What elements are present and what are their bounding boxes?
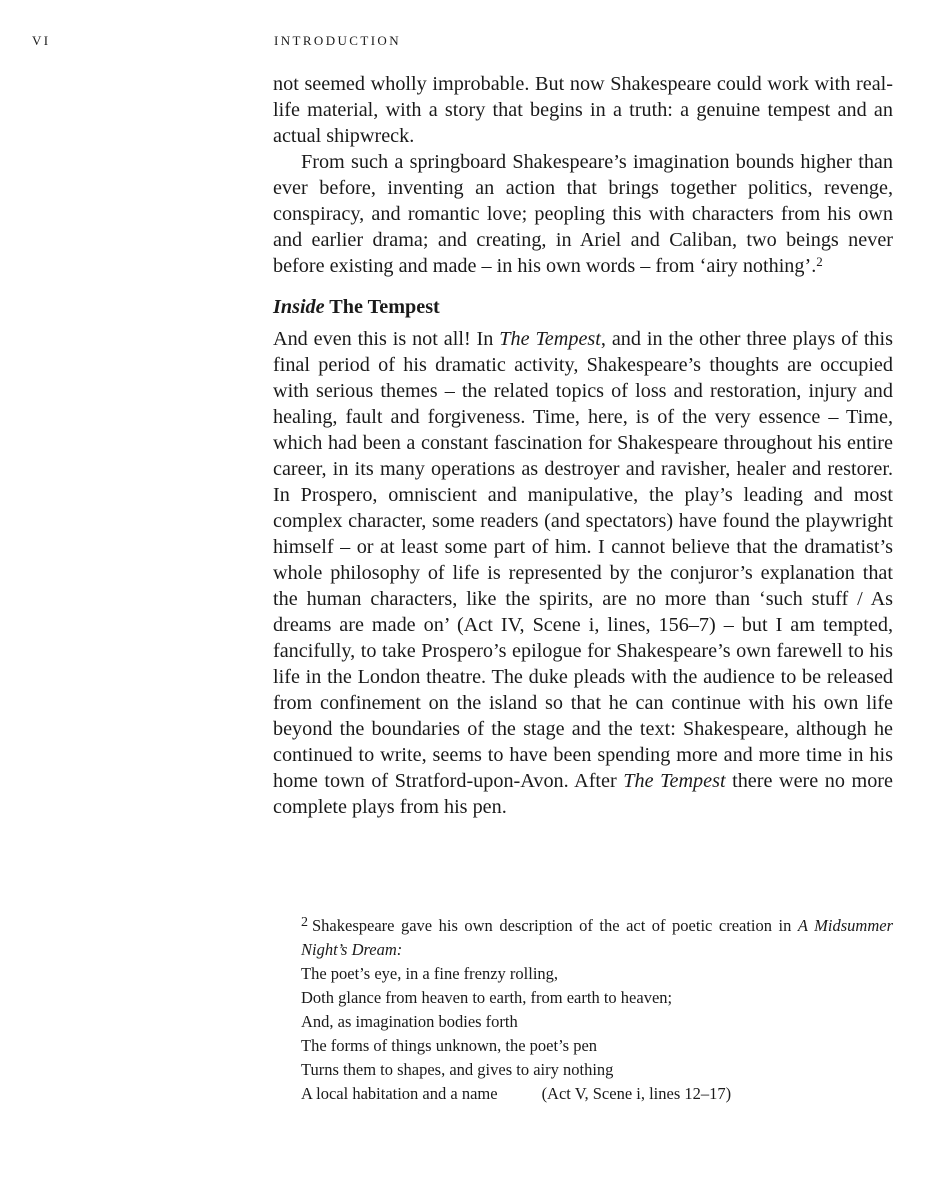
running-title: INTRODUCTION	[274, 33, 402, 48]
verse-line: Doth glance from heaven to earth, from earth to heaven;	[301, 988, 673, 1007]
footnote-intro	[301, 914, 893, 962]
running-head	[0, 33, 945, 53]
paragraph-2-text: From such a springboard Shakespeare’s imagination bounds higher than ever before, inventing an action that brings together politics, revenge, conspiracy, and romantic love; peopling this with characters from his own and earlier drama; and creating, in Ariel and Caliban, two beings never before existing and made – in his own words – from ‘airy nothing’.	[273, 151, 893, 277]
paragraph-3-part-a: And even this is not all! In	[273, 328, 500, 350]
footnote	[301, 914, 893, 1106]
verse-line: The poet’s eye, in a fine frenzy rolling,	[301, 964, 559, 983]
footnote-play-title: A Midsummer Night’s Dream:	[301, 916, 893, 959]
verse-line-text: A local habitation and a name	[301, 1084, 498, 1103]
verse-line: And, as imagination bodies forth	[301, 1012, 518, 1031]
play-title-italic: The Tempest	[499, 328, 601, 350]
verse-line-last	[301, 1082, 893, 1106]
paragraph-3-part-b: , and in the other three plays of this final period of his dramatic activity, Shakespeare’s thoughts are occupied with serious themes – the related topics of loss and restoration, injury and healing, fault and forgiveness. Time, here, is of the very essence – Time, which had been a constant fascination for Shakespeare throughout his entire career, in its many operations as destroyer and ravisher, healer and restorer. In Prospero, omniscient and manipulative, the play’s leading and most complex character, some readers (and spectators) have found the playwright himself – or at least some part of him. I cannot believe that the dramatist’s whole philosophy of life is represented by the conjuror’s explanation that the human characters, like the spirits, are no more than ‘such stuff / As dreams are made on’ (Act IV, Scene i, lines, 156–7) – but I am tempted, fancifully, to take Prospero’s epilogue for Shakespeare’s own farewell to his life in the London theatre. The duke pleads with the audience to be released from confinement on the island so that he can continue with his own life beyond the boundaries of the stage and the text: Shakespeare, although he continued to write, seems to have been spending more and more time in his home town of Stratford-upon-Avon. After	[273, 328, 893, 792]
section-heading-title: The Tempest	[324, 296, 440, 318]
paragraph-2	[273, 149, 893, 279]
main-text	[273, 71, 893, 820]
section-heading-italic: Inside	[273, 296, 325, 318]
note-reference-2: 2	[816, 254, 823, 269]
paragraph-3-part-c: there were no more complete plays from his pen.	[273, 770, 893, 818]
paragraph-1: not seemed wholly improbable. But now Shakespeare could work with real-life material, with a story that begins in a truth: a genuine tempest and an actual shipwreck.	[273, 73, 893, 147]
play-title-italic: The Tempest	[623, 770, 726, 792]
page-number: VI	[32, 33, 51, 48]
footnote-intro-text: Shakespeare gave his own description of the act of poetic creation in	[312, 916, 798, 935]
verse-citation: (Act V, Scene i, lines 12–17)	[541, 1084, 732, 1103]
paragraph-3	[273, 326, 893, 820]
section-heading	[273, 294, 893, 320]
verse-line: The forms of things unknown, the poet’s pen	[301, 1036, 598, 1055]
footnote-number: 2	[301, 915, 308, 930]
verse-line: Turns them to shapes, and gives to airy nothing	[301, 1060, 614, 1079]
